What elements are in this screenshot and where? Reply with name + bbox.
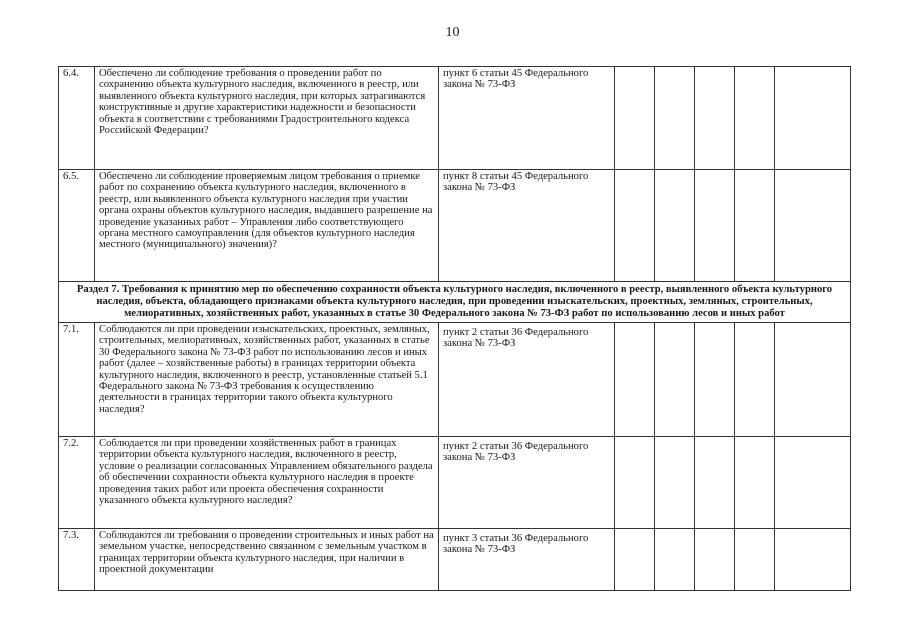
item-number: 6.4. [59, 67, 95, 170]
item-legal-basis: пункт 8 статьи 45 Федерального закона № 73-ФЗ [439, 170, 615, 282]
item-question: Обеспечено ли соблюдение требования о проведении работ по сохранению объекта культурного наследия, включенного в реестр, или выявленного объекта культурного наследия, при которых затрагиваются конструктивные и другие характеристики надежности и безопасности объекта в соответствии с требованиями Градостроительного кодекса Российской Федерации? [95, 67, 439, 170]
answer-na-cell [695, 323, 735, 437]
item-number: 7.2. [59, 437, 95, 529]
item-legal-basis: пункт 2 статьи 36 Федерального закона № 73-ФЗ [439, 323, 615, 437]
answer-yes-cell [615, 437, 655, 529]
answer-extra-cell [735, 170, 775, 282]
answer-extra-cell [735, 323, 775, 437]
item-number: 7.3. [59, 529, 95, 591]
table-row [59, 437, 851, 529]
section-title: Раздел 7. Требования к принятию мер по обеспечению сохранности объекта культурного наследия, включенного в реестр, выявленного объекта культурного наследия, объекта, обладающего признаками объекта культурного наследия, при проведении изыскательских, проектных, земляных, строительных, мелиоративных, хозяйственных работ, указанных в статье 30 Федерального закона № 73-ФЗ работ по использованию лесов и иных работ [59, 282, 851, 323]
answer-yes-cell [615, 323, 655, 437]
item-number: 6.5. [59, 170, 95, 282]
table-row [59, 529, 851, 591]
answer-no-cell [655, 170, 695, 282]
table-row [59, 170, 851, 282]
item-question: Соблюдается ли при проведении хозяйственных работ в границах территории объекта культурного наследия, включенного в реестр, условие о реализации согласованных Управлением обязательного раздела об обеспечении сохранности объекта культурного наследия в проекте проведения таких работ или проекта обеспечения сохранности указанного объекта культурного наследия? [95, 437, 439, 529]
item-question: Обеспечено ли соблюдение проверяемым лицом требования о приемке работ по сохранению объекта культурного наследия, включенного в реестр, или выявленного объекта культурного наследия при участии органа охраны объектов культурного наследия, выдавшего разрешение на проведение указанных работ – Управления либо соответствующего органа местного самоуправления (для объектов культурного наследия местного (муниципального) значения)? [95, 170, 439, 282]
answer-na-cell [695, 170, 735, 282]
notes-cell [775, 170, 851, 282]
answer-yes-cell [615, 67, 655, 170]
answer-extra-cell [735, 437, 775, 529]
table-row [59, 323, 851, 437]
item-legal-basis: пункт 3 статьи 36 Федерального закона № 73-ФЗ [439, 529, 615, 591]
notes-cell [775, 529, 851, 591]
answer-no-cell [655, 67, 695, 170]
answer-yes-cell [615, 170, 655, 282]
item-legal-basis: пункт 2 статьи 36 Федерального закона № 73-ФЗ [439, 437, 615, 529]
answer-yes-cell [615, 529, 655, 591]
checklist-table [58, 66, 851, 591]
item-question: Соблюдаются ли при проведении изыскательских, проектных, земляных, строительных, мелиоративных, хозяйственных работ, указанных в статье 30 Федерального закона № 73-ФЗ работ по использованию лесов и иных работ (далее – хозяйственные работы) в границах территории объекта культурного наследия, включенного в реестр, установленные статьей 5.1 Федерального закона № 73-ФЗ требования к осуществлению деятельности в границах территории такого объекта культурного наследия? [95, 323, 439, 437]
answer-no-cell [655, 529, 695, 591]
answer-na-cell [695, 437, 735, 529]
notes-cell [775, 437, 851, 529]
item-number: 7.1. [59, 323, 95, 437]
answer-na-cell [695, 67, 735, 170]
answer-no-cell [655, 437, 695, 529]
answer-na-cell [695, 529, 735, 591]
section-header-row [59, 282, 851, 323]
item-legal-basis: пункт 6 статьи 45 Федерального закона № 73-ФЗ [439, 67, 615, 170]
answer-extra-cell [735, 67, 775, 170]
notes-cell [775, 67, 851, 170]
answer-extra-cell [735, 529, 775, 591]
answer-no-cell [655, 323, 695, 437]
table-row [59, 67, 851, 170]
item-question: Соблюдаются ли требования о проведении строительных и иных работ на земельном участке, непосредственно связанном с земельным участком в границах территории объекта культурного наследия, при наличии в проектной документации [95, 529, 439, 591]
page-number: 10 [445, 25, 460, 40]
notes-cell [775, 323, 851, 437]
